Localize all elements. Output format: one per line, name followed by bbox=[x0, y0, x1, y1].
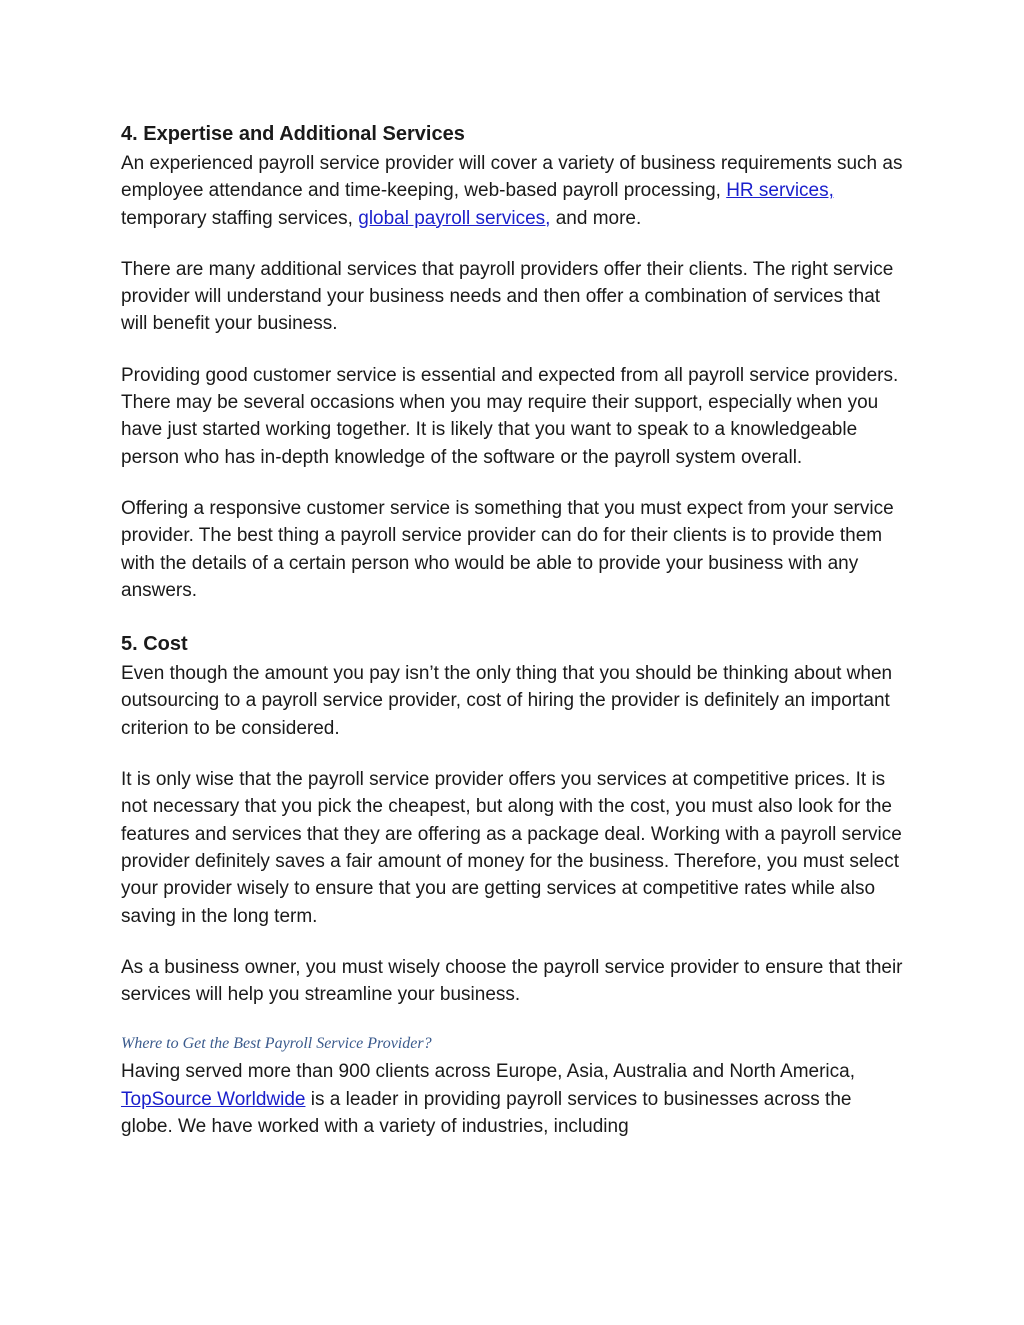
section-5-heading: 5. Cost bbox=[121, 633, 188, 656]
hr-services-link[interactable]: HR services, bbox=[726, 180, 834, 202]
topsource-worldwide-link[interactable]: TopSource Worldwide bbox=[121, 1088, 306, 1110]
document-page bbox=[121, 118, 906, 1164]
paragraph-text: temporary staffing services, bbox=[121, 207, 359, 229]
section-4-heading: 4. Expertise and Additional Services bbox=[121, 123, 465, 145]
section-5-paragraph-2: It is only wise that the payroll service provider offers you services at competitive prices. It is not necessary that you pick the cheapest, but along with the cost, you must also look for the features and services that they are offering as a package deal. Working with a payroll service provider definitely saves a fair amount of money for the business. Therefore, you must select your provider wisely to ensure that you are getting services at competitive rates while also saving in the long term. bbox=[121, 769, 902, 927]
where-to-get-subheading: Where to Get the Best Payroll Service Provider? bbox=[121, 1035, 432, 1053]
section-4-paragraph-4: Offering a responsive customer service is something that you must expect from your service provider. The best thing a payroll service provider can do for their clients is to provide them with the details of a certain person who would be able to provide your business with any answers. bbox=[121, 497, 894, 601]
section-4-paragraph-2: There are many additional services that payroll providers offer their clients. The right service provider will understand your business needs and then offer a combination of services that will benefit your business. bbox=[121, 258, 894, 335]
section-5-paragraph-3: As a business owner, you must wisely choose the payroll service provider to ensure that their services will help you streamline your business. bbox=[121, 956, 903, 1006]
paragraph-text: An experienced payroll service provider will cover a variety of business requirements such as employee attendance and time-keeping, web-based payroll processing, bbox=[121, 153, 903, 202]
global-payroll-services-link[interactable]: global payroll services, bbox=[358, 207, 551, 229]
section-4-paragraph-3: Providing good customer service is essential and expected from all payroll service providers. There may be several occasions when you may require their support, especially when you have just started working together. It is likely that you want to speak to a knowledgeable person who has in-depth knowledge of the software or the payroll system overall. bbox=[121, 364, 899, 468]
section-4-paragraph-1 bbox=[121, 150, 906, 232]
section-5-paragraph-1: Even though the amount you pay isn’t the only thing that you should be thinking about when outsourcing to a payroll service provider, cost of hiring the provider is definitely an important criterion to be considered. bbox=[121, 663, 893, 739]
paragraph-text: is a leader in providing payroll services to businesses across the globe. We have worked with a variety of industries, including bbox=[121, 1088, 852, 1138]
paragraph-text: and more. bbox=[550, 207, 642, 229]
where-paragraph-1 bbox=[121, 1058, 906, 1140]
paragraph-text: Having served more than 900 clients across Europe, Asia, Australia and North America, bbox=[121, 1061, 855, 1083]
